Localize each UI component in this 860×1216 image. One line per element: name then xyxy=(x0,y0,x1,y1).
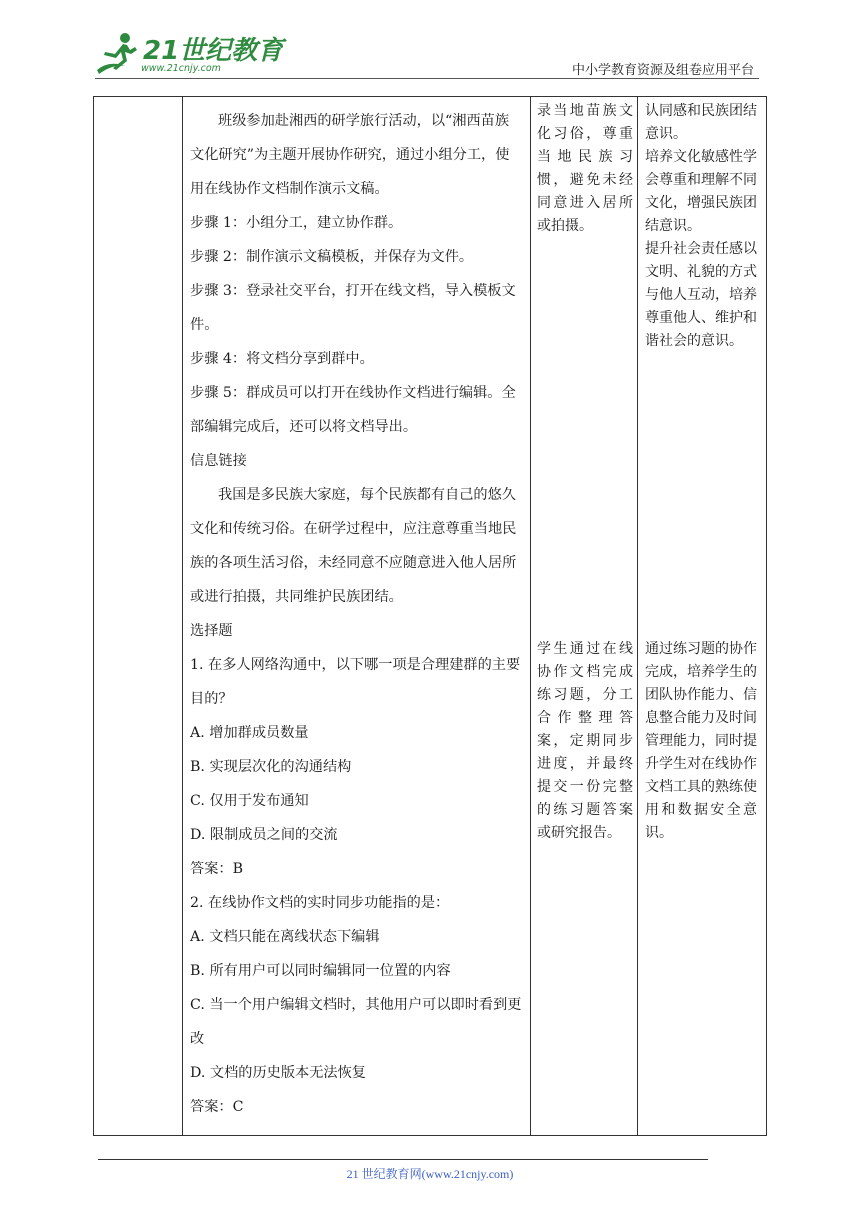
table-border-bottom xyxy=(93,1135,767,1136)
table-column-divider xyxy=(530,96,531,1136)
lesson-table xyxy=(93,96,767,1136)
teacher-activity-cell xyxy=(190,104,523,1124)
q2-answer: 答案：C xyxy=(190,1099,244,1115)
table-border-top xyxy=(93,96,767,97)
logo xyxy=(95,30,284,78)
info-link-heading: 信息链接 xyxy=(190,453,247,469)
platform-name: 中小学教育资源及组卷应用平台 xyxy=(571,63,754,78)
step-2: 步骤 2：制作演示文稿模板，并保存为文件。 xyxy=(190,249,474,265)
page-header xyxy=(0,0,860,92)
student-activity-2: 学生通过在线协作文档完成练习题，分工合作整理答案，定期同步进度，并最终提交一份完整的练习题答案或研究报告。 xyxy=(537,641,633,841)
table-border-left xyxy=(93,96,94,1136)
q1-option-c: C. 仅用于发布通知 xyxy=(190,793,309,809)
q2-option-c: C. 当一个用户编辑文档时，其他用户可以即时看到更改 xyxy=(190,997,522,1047)
footer-link[interactable]: 21 世纪教育网(www.21cnjy.com) xyxy=(346,1167,514,1181)
table-column-divider xyxy=(182,96,183,1136)
logo-text: 21世纪教育 xyxy=(143,36,284,66)
q1-option-d: D. 限制成员之间的交流 xyxy=(190,827,338,843)
intent-1b: 培养文化敏感性学会尊重和理解不同文化，增强民族团结意识。 xyxy=(645,149,757,234)
step-4: 步骤 4：将文档分享到群中。 xyxy=(190,351,374,367)
step-3: 步骤 3：登录社交平台，打开在线文档，导入模板文件。 xyxy=(190,283,516,333)
table-border-right xyxy=(766,96,767,1136)
q2-option-b: B. 所有用户可以同时编辑同一位置的内容 xyxy=(190,963,451,979)
intent-1c: 提升社会责任感以文明、礼貌的方式与他人互动，培养尊重他人、维护和谐社会的意识。 xyxy=(645,241,757,349)
intent-1a: 认同感和民族团结意识。 xyxy=(645,103,757,142)
design-intent-2: 通过练习题的协作完成，培养学生的团队协作能力、信息整合能力及时间管理能力，同时提升学生对在线协作文档工具的熟练使用和数据安全意识。 xyxy=(645,641,757,841)
q1-option-b: B. 实现层次化的沟通结构 xyxy=(190,759,352,775)
footer-divider xyxy=(98,1159,708,1160)
header-divider xyxy=(95,78,759,79)
quiz-heading: 选择题 xyxy=(190,623,233,639)
info-link-text: 我国是多民族大家庭，每个民族都有自己的悠久文化和传统习俗。在研学过程中，应注意尊重当地民族的各项生活习俗，未经同意不应随意进入他人居所或进行拍摄，共同维护民族团结。 xyxy=(190,487,517,605)
q2-option-a: A. 文档只能在离线状态下编辑 xyxy=(190,929,380,945)
logo-url: www.21cnjy.com xyxy=(141,63,221,74)
step-1: 步骤 1：小组分工，建立协作群。 xyxy=(190,215,403,231)
runner-logo-icon xyxy=(95,30,143,76)
table-column-divider xyxy=(637,96,638,1136)
student-activity-1: 录当地苗族文化习俗，尊重当地民族习惯，避免未经同意进入居所或拍摄。 xyxy=(537,103,633,234)
q2-option-d: D. 文档的历史版本无法恢复 xyxy=(190,1065,366,1081)
design-intent-1 xyxy=(645,100,757,353)
step-5: 步骤 5：群成员可以打开在线协作文档进行编辑。全部编辑完成后，还可以将文档导出。 xyxy=(190,385,516,435)
question-1: 1. 在多人网络沟通中，以下哪一项是合理建群的主要目的？ xyxy=(190,657,521,707)
q1-answer: 答案：B xyxy=(190,861,243,877)
question-2: 2. 在线协作文档的实时同步功能指的是： xyxy=(190,895,450,911)
q1-option-a: A. 增加群成员数量 xyxy=(190,725,309,741)
task-intro: 班级参加赴湘西的研学旅行活动，以“湘西苗族文化研究”为主题开展协作研究，通过小组分工，使用在线协作文档制作演示文稿。 xyxy=(190,113,510,197)
